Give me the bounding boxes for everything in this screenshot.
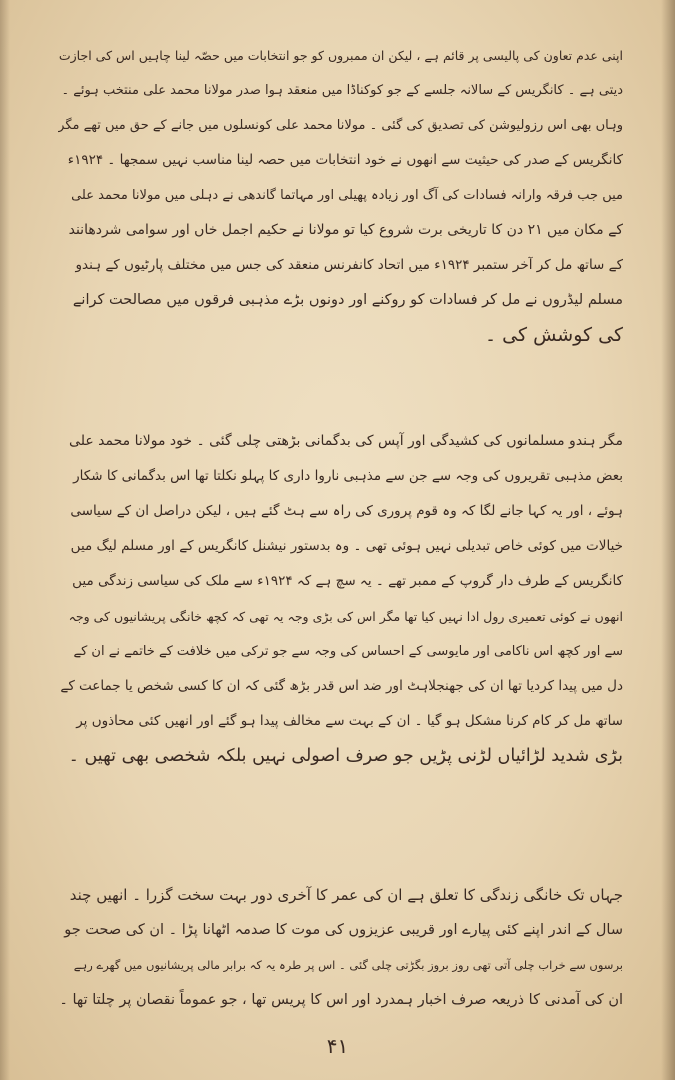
text-line: مگر ہندو مسلمانوں کی کشیدگی اور آپس کی بدگمانی بڑھتی چلی گئی ۔ خود مولانا محمد علی <box>69 433 623 449</box>
text-line: میں جب فرقہ وارانہ فسادات کی آگ اور زیادہ پھیلی اور مہاتما گاندھی نے دہلی میں مولانا محمد علی <box>71 188 623 203</box>
text-line: انھوں نے کوئی تعمیری رول ادا نہیں کیا تھا مگر اس کی بڑی وجہ یہ تھی کہ کچھ خانگی پریشانیوں کی وجہ <box>68 609 623 624</box>
page-right-edge-shadow <box>661 0 675 1080</box>
page-number: ۴۱ <box>326 1034 349 1058</box>
paragraph-2 <box>58 424 623 774</box>
paragraph-3 <box>58 878 623 1018</box>
text-line: کی کوشش کی ۔ <box>484 324 623 346</box>
text-line: ساتھ مل کر کام کرنا مشکل ہو گیا ۔ ان کے بہت سے مخالف پیدا ہو گئے اور انھیں کئی محاذوں پر <box>76 713 623 729</box>
text-line: سے اور کچھ اس ناکامی اور مایوسی کے احساس کی وجہ سے جو ترکی میں خلافت کے خاتمے نے ان کے <box>73 644 623 659</box>
text-line: کانگریس کے صدر کی حیثیت سے انھوں نے خود انتخابات میں حصہ لینا مناسب نہیں سمجھا ۔ ۱۹۲۴ء <box>67 152 623 168</box>
text-line: خیالات میں کوئی خاص تبدیلی نہیں ہوئی تھی ۔ وہ بدستور نیشنل کانگریس کے اور مسلم لیگ میں <box>70 538 623 554</box>
text-line: کانگریس کے طرف دار گروپ کے ممبر تھے ۔ یہ سچ ہے کہ ۱۹۲۴ء سے ملک کی سیاسی زندگی میں <box>72 573 623 589</box>
text-line: مسلم لیڈروں نے مل کر فسادات کو روکنے اور دونوں بڑے مذہبی فرقوں میں مصالحت کرانے <box>72 292 623 308</box>
page-left-edge-shadow <box>0 0 10 1080</box>
text-line: دیتی ہے ۔ کانگریس کے سالانہ جلسے کے جو کوکناڈا میں منعقد ہوا صدر مولانا محمد علی منتخب ہوئے ۔ <box>61 83 623 98</box>
text-line: بڑی شدید لڑائیاں لڑنی پڑیں جو صرف اصولی نہیں بلکہ شخصی بھی تھیں ۔ <box>68 746 623 766</box>
text-line: وہاں بھی اس رزولیوشن کی تصدیق کی گئی ۔ مولانا محمد علی کونسلوں میں جانے کے حق میں تھے مگر <box>58 118 623 133</box>
text-line: برسوں سے خراب چلی آتی تھی روز بروز بگڑتی چلی گئی ۔ اس پر طرہ یہ کہ برابر مالی پریشانیوں میں گھرے رہے <box>73 958 623 972</box>
text-line: ہوئے ، اور یہ کہا جانے لگا کہ وہ قوم پروری کی راہ سے ہٹ گئے ہیں ، لیکن دراصل ان کے سیاسی <box>70 503 623 519</box>
text-line: سال کے اندر اپنے کئی پیارے اور قریبی عزیزوں کی موت کا صدمہ اٹھانا پڑا ۔ ان کی صحت جو <box>64 922 623 938</box>
text-line: اپنی عدم تعاون کی پالیسی پر قائم ہے ، لیکن ان ممبروں کو جو انتخابات میں حصّہ لینا چاہیں اس کی اجازت <box>58 48 623 63</box>
text-line: بعض مذہبی تقریروں کی وجہ سے جن سے مذہبی ناروا داری کا پہلو نکلتا تھا اس بدگمانی کا شکار <box>73 468 623 484</box>
text-line: کے ساتھ مل کر آخر ستمبر ۱۹۲۴ء میں اتحاد کانفرنس منعقد کی جس میں مختلف پارٹیوں کے ہندو <box>75 257 623 273</box>
text-line: ان کی آمدنی کا ذریعہ صرف اخبار ہمدرد اور اس کا پریس تھا ، جو عموماً نقصان پر چلتا تھا ۔ <box>59 992 623 1008</box>
text-line: جہاں تک خانگی زندگی کا تعلق ہے ان کی عمر کا آخری دور بہت سخت گزرا ۔ انھیں چند <box>69 886 623 904</box>
text-line: کے مکان میں ۲۱ دن کا تاریخی برت شروع کیا تو مولانا نے حکیم اجمل خاں اور سوامی شردھانند <box>68 222 623 238</box>
text-line: دل میں پیدا کردیا تھا ان کی جھنجلاہٹ اور ضد اس قدر بڑھ گئی کہ ان کا کسی شخص یا جماعت کے <box>60 678 623 694</box>
paragraph-1 <box>58 38 623 353</box>
